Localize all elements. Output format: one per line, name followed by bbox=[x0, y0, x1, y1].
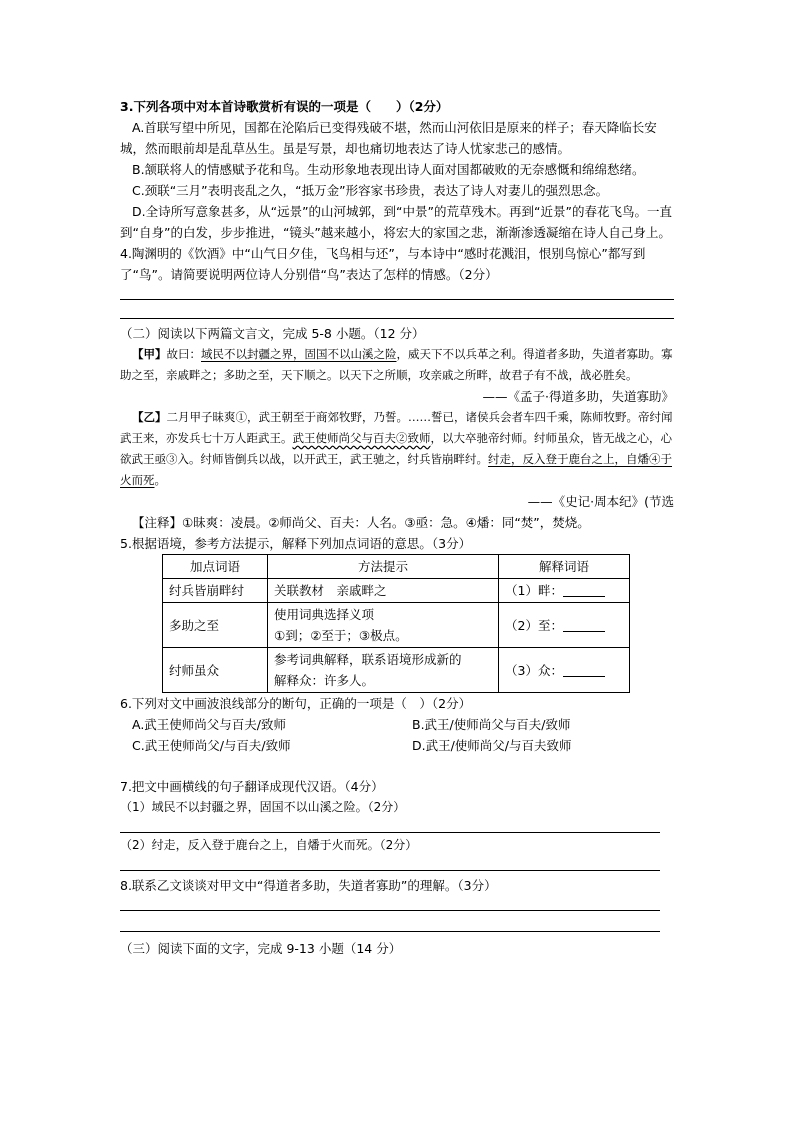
q7-stem: 7.把文中画横线的句子翻译成现代汉语。（4分） bbox=[120, 779, 384, 794]
q6-option-a[interactable]: A.武王使师尚父与百夫/致师 bbox=[132, 717, 287, 732]
passage-yi-tag: 【乙】 bbox=[132, 410, 167, 424]
q5-table bbox=[162, 554, 630, 693]
q5-answer-cell[interactable]: （2）至： bbox=[499, 603, 630, 648]
section2-header: （二）阅读以下两篇文言文，完成 5-8 小题。（12 分） bbox=[120, 326, 425, 341]
q6-option-b[interactable]: B.武王/使师尚父与百夫/致师 bbox=[412, 717, 571, 732]
q8-answer-line-2[interactable] bbox=[120, 931, 660, 932]
q3-option-c: C.颈联“三月”表明丧乱之久，“抵万金”形容家书珍贵，表达了诗人对妻儿的强烈思念。 bbox=[132, 183, 609, 198]
q3-option-b: B.颔联将人的情感赋予花和鸟。生动形象地表现出诗人面对国都破败的无奈感慨和绵绵愁绪。 bbox=[132, 162, 645, 177]
notes: 【注释】①昧爽：凌晨。②师尚父、百夫：人名。③亟：急。④燔：同“焚”，焚烧。 bbox=[132, 515, 590, 530]
q7-answer-line-2[interactable] bbox=[120, 870, 660, 871]
table-row bbox=[163, 603, 630, 648]
q3-stem: 3.下列各项中对本首诗歌赏析有误的一项是（ ）（2分） bbox=[120, 99, 449, 114]
exam-page bbox=[120, 96, 674, 959]
q5-hint: 关联教材 亲戚畔之 bbox=[268, 579, 499, 603]
q6-option-d[interactable]: D.武王/使师尚父/与百夫致师 bbox=[412, 738, 572, 753]
q5-word: 纣兵皆崩畔纣 bbox=[163, 579, 268, 603]
answer-blank[interactable] bbox=[563, 584, 605, 597]
q5-header-hint: 方法提示 bbox=[268, 555, 499, 579]
q5-answer-cell[interactable]: （3）众： bbox=[499, 648, 630, 693]
q5-table-header bbox=[163, 555, 630, 579]
q8-answer-line-1[interactable] bbox=[120, 910, 660, 911]
table-row bbox=[163, 648, 630, 693]
q6-option-c[interactable]: C.武王使师尚父/与百夫/致师 bbox=[132, 738, 291, 753]
q8-stem: 8.联系乙文谈谈对甲文中“得道者多助，失道者寡助”的理解。（3分） bbox=[120, 878, 497, 893]
q7-sentence-1: （1）域民不以封疆之界，固国不以山溪之险。（2分） bbox=[120, 800, 406, 814]
passage-jia: 【甲】故曰：域民不以封疆之界，固国不以山溪之险，威天下不以兵革之利。得道者多助，失道者寡助。寡助之至，亲戚畔之；多助之至，天下顺之。以天下之所顺，攻亲戚之所畔，故君子有不战，战必胜矣。 bbox=[120, 347, 673, 382]
q5-answer-cell[interactable]: （1）畔： bbox=[499, 579, 630, 603]
q6-stem: 6.下列对文中画波浪线部分的断句，正确的一项是（ ）（2分） bbox=[120, 696, 472, 711]
q5-header-answer: 解释词语 bbox=[499, 555, 630, 579]
section3-header: （三）阅读下面的文字，完成 9-13 小题（14 分） bbox=[120, 941, 402, 956]
yi-wavy-sentence: 武王使师尚父与百夫②致师 bbox=[292, 431, 431, 445]
q3-option-d: D.全诗所写意象甚多，从“远景”的山河城郭，到“中景”的荒草残木。再到“近景”的春花飞鸟。一直到“自身”的白发，步步推进，“镜头”越来越小，将宏大的家国之悲，渐渐渗透凝缩在诗人自己身上。 bbox=[120, 204, 672, 240]
q4-stem: 4.陶渊明的《饮酒》中“山气日夕佳，飞鸟相与还”，与本诗中“感时花溅泪，恨别鸟惊心”都写到了“鸟”。请简要说明两位诗人分别借“鸟”表达了怎样的情感。（2分） bbox=[120, 246, 646, 282]
q5-header-word: 加点词语 bbox=[163, 555, 268, 579]
jia-underlined-sentence: 域民不以封疆之界，固国不以山溪之险 bbox=[201, 347, 397, 361]
q7-answer-line-1[interactable] bbox=[120, 832, 660, 833]
q5-word: 纣师虽众 bbox=[163, 648, 268, 693]
yi-underlined-sentence: 纣走，反入登于鹿台之上，自燔④于火而死 bbox=[120, 452, 672, 487]
q5-stem: 5.根据语境，参考方法提示，解释下列加点词语的意思。（3分） bbox=[120, 536, 472, 551]
passage-jia-source: ——《孟子·得道多助，失道寡助》 bbox=[482, 389, 674, 404]
q3-option-a: A.首联写望中所见，国都在沦陷后已变得残破不堪，然而山河依旧是原来的样子；春天降临长安城，然而眼前却是乱草丛生。虽是写景，却也痛切地表达了诗人忧家悲己的感情。 bbox=[120, 120, 657, 156]
q5-word: 多助之至 bbox=[163, 603, 268, 648]
answer-blank[interactable] bbox=[563, 619, 605, 632]
passage-yi: 【乙】二月甲子昧爽①，武王朝至于商郊牧野，乃誓。……誓已，诸侯兵会者车四千乘，陈师牧野。帝纣闻武王来，亦发兵七十万人距武王。武王使师尚父与百夫②致师，以大卒驰帝纣师。纣师虽众，皆无战之心，心欲武王亟③入。纣师皆倒兵以战，以开武王，武王驰之，纣兵皆崩畔纣。纣走，反入登于鹿台之上，自燔④于火而死。 bbox=[120, 410, 673, 487]
q7-sentence-2: （2）纣走，反入登于鹿台之上，自燔于火而死。（2分） bbox=[120, 838, 418, 852]
q5-hint: 使用词典选择义项 ①到；②至于；③极点。 bbox=[268, 603, 499, 648]
q6-options bbox=[132, 714, 674, 756]
answer-blank[interactable] bbox=[563, 664, 605, 677]
table-row bbox=[163, 579, 630, 603]
q4-answer-line-1[interactable] bbox=[120, 299, 674, 300]
passage-jia-tag: 【甲】 bbox=[132, 347, 167, 361]
q4-answer-line-2[interactable] bbox=[120, 318, 674, 319]
q5-hint: 参考词典解释，联系语境形成新的 解释众：许多人。 bbox=[268, 648, 499, 693]
passage-yi-source: ——《史记·周本纪》(节选 bbox=[527, 494, 674, 509]
